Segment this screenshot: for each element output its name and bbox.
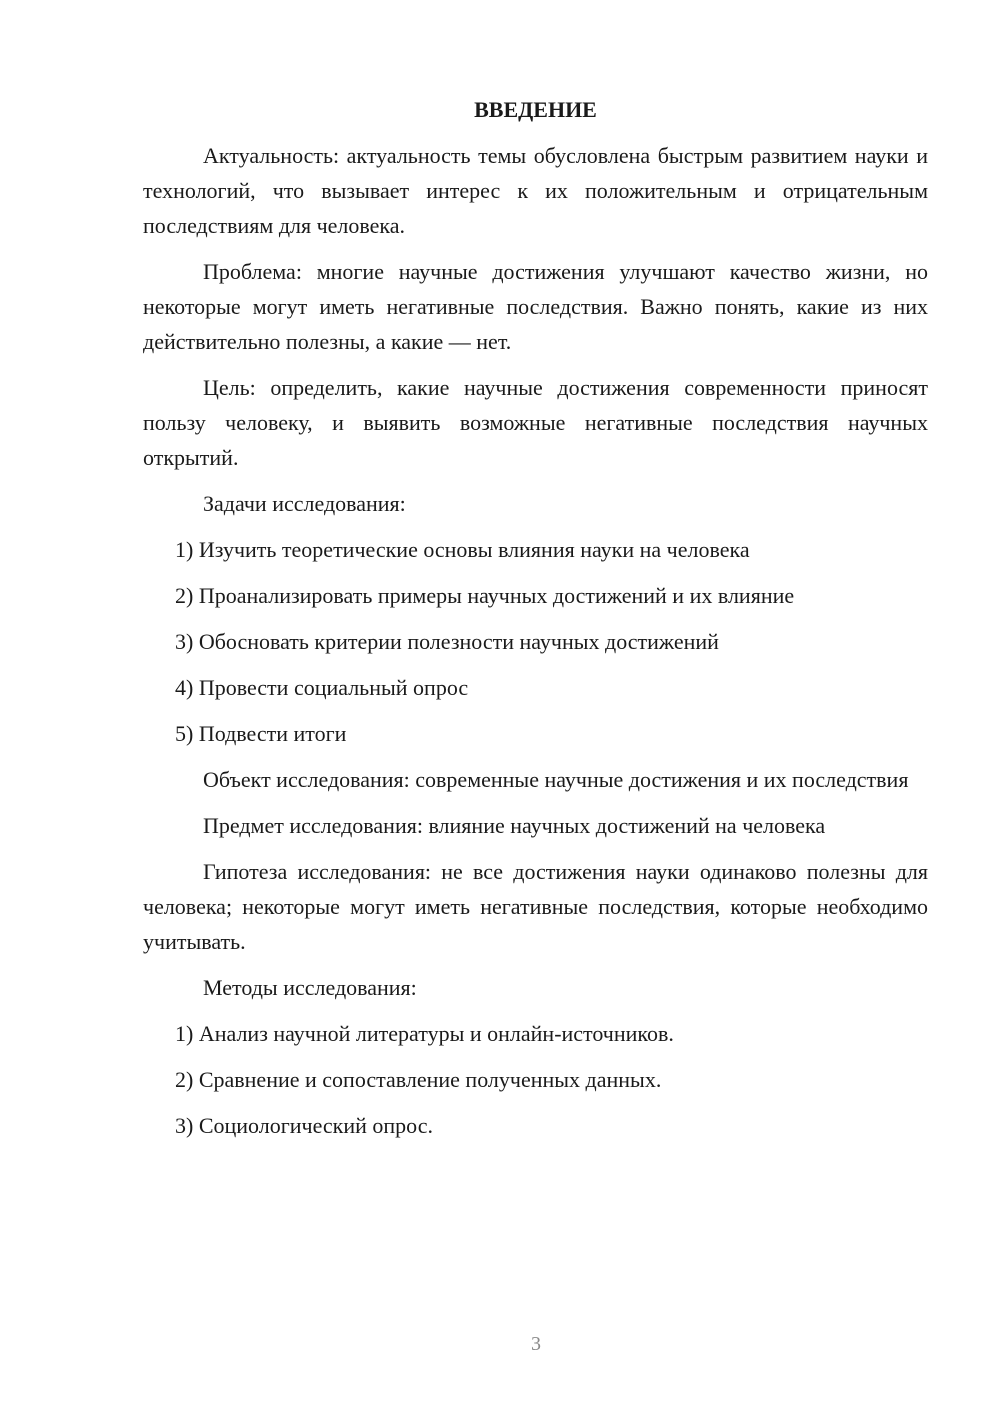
hypothesis-paragraph: Гипотеза исследования: не все достижения науки одинаково полезны для человека; некоторые могут иметь негативные последствия, которые необходимо учитывать.: [143, 859, 928, 954]
tasks-title: Задачи исследования:: [203, 491, 406, 516]
object-paragraph: Объект исследования: современные научные достижения и их последствия: [203, 767, 909, 792]
document-body: [143, 92, 928, 1154]
section-heading: ВВЕДЕНИЕ: [474, 97, 597, 122]
task-item: 3) Обосновать критерии полезности научных достижений: [175, 629, 719, 654]
relevance-paragraph: Актуальность: актуальность темы обусловлена быстрым развитием науки и технологий, что вызывает интерес к их положительным и отрицательным последствиям для человека.: [143, 143, 928, 238]
problem-paragraph: Проблема: многие научные достижения улучшают качество жизни, но некоторые могут иметь негативные последствия. Важно понять, какие из них действительно полезны, а какие — нет.: [143, 259, 928, 354]
method-item: 2) Сравнение и сопоставление полученных данных.: [175, 1067, 662, 1092]
task-item: 1) Изучить теоретические основы влияния науки на человека: [175, 537, 750, 562]
subject-paragraph: Предмет исследования: влияние научных достижений на человека: [203, 813, 826, 838]
page-number: 3: [531, 1333, 541, 1355]
task-item: 4) Провести социальный опрос: [175, 675, 469, 700]
task-item: 2) Проанализировать примеры научных достижений и их влияние: [175, 583, 795, 608]
method-item: 3) Социологический опрос.: [175, 1113, 433, 1138]
methods-title: Методы исследования:: [203, 975, 417, 1000]
goal-paragraph: Цель: определить, какие научные достижения современности приносят пользу человеку, и выявить возможные негативные последствия научных открытий.: [143, 375, 928, 470]
method-item: 1) Анализ научной литературы и онлайн-источников.: [175, 1021, 674, 1046]
task-item: 5) Подвести итоги: [175, 721, 347, 746]
